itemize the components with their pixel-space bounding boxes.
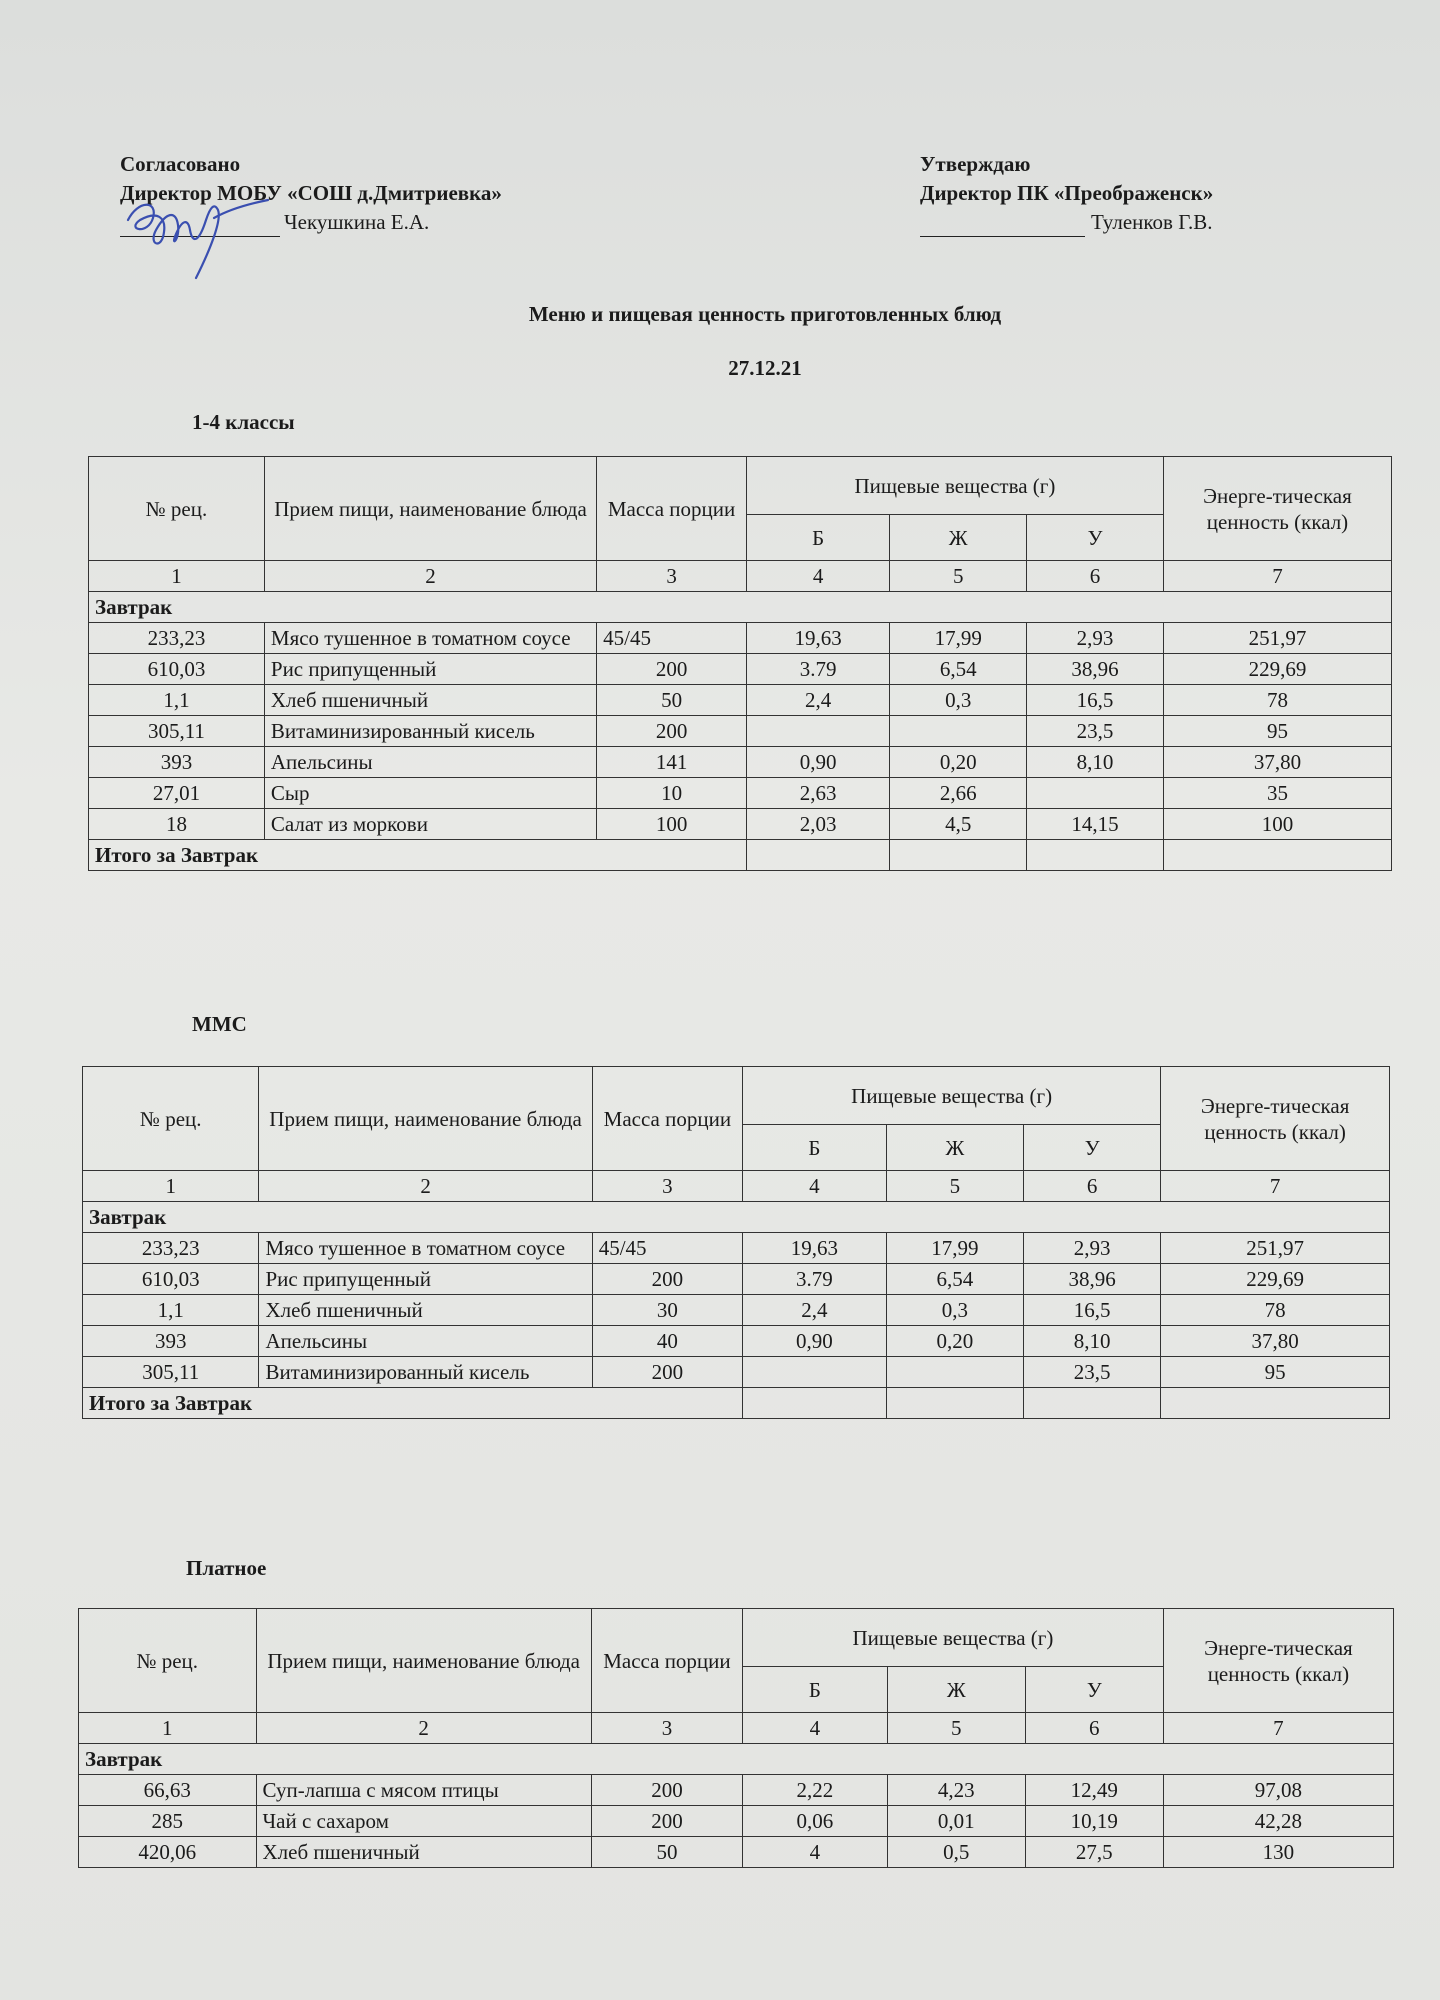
energy-value: 37,80 <box>1163 747 1391 778</box>
dish-name: Сыр <box>264 778 596 809</box>
header-carbs: У <box>1027 515 1164 561</box>
agreed-position: Директор МОБУ «СОШ д.Дмитриевка» <box>120 181 502 205</box>
fat-value: 4,5 <box>890 809 1027 840</box>
portion-mass: 200 <box>592 1357 742 1388</box>
energy-value: 42,28 <box>1163 1806 1393 1837</box>
dish-name: Апельсины <box>264 747 596 778</box>
fat-value: 0,01 <box>887 1806 1025 1837</box>
approved-name: Туленков Г.В. <box>1091 210 1213 234</box>
table-row <box>79 1775 1394 1806</box>
carbs-value <box>1027 778 1164 809</box>
meal-label: Завтрак <box>83 1202 1390 1233</box>
meal-group-row <box>79 1744 1394 1775</box>
meal-group-row <box>89 592 1392 623</box>
carbs-value: 2,93 <box>1027 623 1164 654</box>
table-row <box>89 716 1392 747</box>
column-index: 7 <box>1163 1713 1393 1744</box>
header-nutrients: Пищевые вещества (г) <box>743 1067 1161 1125</box>
recipe-number: 393 <box>83 1326 259 1357</box>
energy-value: 78 <box>1163 685 1391 716</box>
total-row <box>83 1388 1390 1419</box>
column-index: 2 <box>256 1713 591 1744</box>
portion-mass: 45/45 <box>597 623 747 654</box>
energy-value: 251,97 <box>1163 623 1391 654</box>
header-mass: Масса порции <box>592 1067 742 1171</box>
energy-value: 78 <box>1161 1295 1390 1326</box>
total-label: Итого за Завтрак <box>83 1388 743 1419</box>
carbs-value: 12,49 <box>1025 1775 1163 1806</box>
recipe-number: 420,06 <box>79 1837 257 1868</box>
dish-name: Мясо тушенное в томатном соусе <box>259 1233 592 1264</box>
table-row <box>83 1264 1390 1295</box>
column-index: 5 <box>887 1713 1025 1744</box>
dish-name: Витаминизированный кисель <box>264 716 596 747</box>
protein-value: 2,4 <box>743 1295 887 1326</box>
energy-value: 97,08 <box>1163 1775 1393 1806</box>
table-row <box>89 809 1392 840</box>
fat-value: 6,54 <box>890 654 1027 685</box>
carbs-value: 23,5 <box>1027 716 1164 747</box>
portion-mass: 40 <box>592 1326 742 1357</box>
header-energy: Энерге-тическая ценность (ккал) <box>1161 1067 1390 1171</box>
header-nutrients: Пищевые вещества (г) <box>746 457 1163 515</box>
column-index: 6 <box>1024 1171 1161 1202</box>
column-index: 4 <box>746 561 889 592</box>
protein-value: 0,06 <box>743 1806 888 1837</box>
column-index: 2 <box>264 561 596 592</box>
recipe-number: 1,1 <box>83 1295 259 1326</box>
table-index-row <box>89 561 1392 592</box>
energy-value: 37,80 <box>1161 1326 1390 1357</box>
meal-group-row <box>83 1202 1390 1233</box>
fat-value: 2,66 <box>890 778 1027 809</box>
header-protein: Б <box>746 515 889 561</box>
column-index: 1 <box>83 1171 259 1202</box>
header-fat: Ж <box>890 515 1027 561</box>
signature-icon <box>118 190 278 285</box>
header-protein: Б <box>743 1125 887 1171</box>
signature-line <box>920 216 1085 237</box>
fat-value: 17,99 <box>886 1233 1023 1264</box>
document-title: Меню и пищевая ценность приготовленных блюд <box>528 302 1002 326</box>
table-row <box>83 1295 1390 1326</box>
table-index-row <box>79 1713 1394 1744</box>
carbs-value: 2,93 <box>1024 1233 1161 1264</box>
table-row <box>79 1837 1394 1868</box>
recipe-number: 285 <box>79 1806 257 1837</box>
agreed-name: Чекушкина Е.А. <box>284 210 430 234</box>
protein-value <box>743 1357 887 1388</box>
approved-title: Утверждаю <box>920 152 1031 176</box>
table-row <box>83 1357 1390 1388</box>
header-carbs: У <box>1025 1667 1163 1713</box>
approved-block <box>920 150 1213 237</box>
header-protein: Б <box>743 1667 888 1713</box>
section-title: ММС <box>192 1012 247 1036</box>
column-index: 2 <box>259 1171 592 1202</box>
carbs-value: 8,10 <box>1027 747 1164 778</box>
protein-value: 19,63 <box>746 623 889 654</box>
column-index: 4 <box>743 1171 887 1202</box>
table-header-row <box>89 457 1392 515</box>
section-title: Платное <box>186 1556 267 1580</box>
table-row <box>89 654 1392 685</box>
total-cell <box>1161 1388 1390 1419</box>
header-num: № рец. <box>79 1609 257 1713</box>
protein-value: 3.79 <box>746 654 889 685</box>
header-carbs: У <box>1024 1125 1161 1171</box>
total-cell <box>746 840 889 871</box>
protein-value: 0,90 <box>743 1326 887 1357</box>
table-row <box>89 747 1392 778</box>
energy-value: 95 <box>1163 716 1391 747</box>
dish-name: Чай с сахаром <box>256 1806 591 1837</box>
header-mass: Масса порции <box>597 457 747 561</box>
column-index: 7 <box>1163 561 1391 592</box>
carbs-value: 10,19 <box>1025 1806 1163 1837</box>
carbs-value: 38,96 <box>1024 1264 1161 1295</box>
fat-value: 6,54 <box>886 1264 1023 1295</box>
protein-value: 2,4 <box>746 685 889 716</box>
recipe-number: 305,11 <box>83 1357 259 1388</box>
carbs-value: 27,5 <box>1025 1837 1163 1868</box>
header-name: Прием пищи, наименование блюда <box>264 457 596 561</box>
protein-value: 0,90 <box>746 747 889 778</box>
fat-value: 17,99 <box>890 623 1027 654</box>
document-date: 27.12.21 <box>728 356 802 380</box>
recipe-number: 610,03 <box>83 1264 259 1295</box>
recipe-number: 305,11 <box>89 716 265 747</box>
header-name: Прием пищи, наименование блюда <box>256 1609 591 1713</box>
column-index: 3 <box>597 561 747 592</box>
table-row <box>79 1806 1394 1837</box>
recipe-number: 66,63 <box>79 1775 257 1806</box>
header-name: Прием пищи, наименование блюда <box>259 1067 592 1171</box>
portion-mass: 200 <box>597 654 747 685</box>
header-energy: Энерге-тическая ценность (ккал) <box>1163 457 1391 561</box>
portion-mass: 100 <box>597 809 747 840</box>
fat-value: 0,20 <box>890 747 1027 778</box>
column-index: 5 <box>890 561 1027 592</box>
carbs-value: 38,96 <box>1027 654 1164 685</box>
total-cell <box>886 1388 1023 1419</box>
header-fat: Ж <box>887 1667 1025 1713</box>
column-index: 3 <box>592 1171 742 1202</box>
dish-name: Апельсины <box>259 1326 592 1357</box>
table-row <box>89 778 1392 809</box>
header-fat: Ж <box>886 1125 1023 1171</box>
protein-value <box>746 716 889 747</box>
protein-value: 2,22 <box>743 1775 888 1806</box>
protein-value: 2,03 <box>746 809 889 840</box>
fat-value: 0,3 <box>886 1295 1023 1326</box>
recipe-number: 393 <box>89 747 265 778</box>
carbs-value: 23,5 <box>1024 1357 1161 1388</box>
energy-value: 229,69 <box>1161 1264 1390 1295</box>
table-row <box>83 1233 1390 1264</box>
table-row <box>89 685 1392 716</box>
recipe-number: 233,23 <box>83 1233 259 1264</box>
total-row <box>89 840 1392 871</box>
menu-table <box>88 456 1392 871</box>
column-index: 5 <box>886 1171 1023 1202</box>
menu-table <box>82 1066 1390 1419</box>
header-num: № рец. <box>83 1067 259 1171</box>
dish-name: Хлеб пшеничный <box>264 685 596 716</box>
total-cell <box>1027 840 1164 871</box>
header-nutrients: Пищевые вещества (г) <box>743 1609 1164 1667</box>
fat-value: 4,23 <box>887 1775 1025 1806</box>
agreed-title: Согласовано <box>120 152 241 176</box>
fat-value: 0,3 <box>890 685 1027 716</box>
dish-name: Суп-лапша с мясом птицы <box>256 1775 591 1806</box>
carbs-value: 8,10 <box>1024 1326 1161 1357</box>
menu-table <box>78 1608 1394 1868</box>
protein-value: 4 <box>743 1837 888 1868</box>
portion-mass: 50 <box>597 685 747 716</box>
column-index: 1 <box>89 561 265 592</box>
recipe-number: 233,23 <box>89 623 265 654</box>
table-row <box>83 1326 1390 1357</box>
fat-value <box>886 1357 1023 1388</box>
column-index: 1 <box>79 1713 257 1744</box>
fat-value: 0,20 <box>886 1326 1023 1357</box>
dish-name: Хлеб пшеничный <box>256 1837 591 1868</box>
fat-value: 0,5 <box>887 1837 1025 1868</box>
carbs-value: 16,5 <box>1024 1295 1161 1326</box>
energy-value: 100 <box>1163 809 1391 840</box>
dish-name: Мясо тушенное в томатном соусе <box>264 623 596 654</box>
meal-label: Завтрак <box>79 1744 1394 1775</box>
table-header-row <box>83 1067 1390 1125</box>
portion-mass: 30 <box>592 1295 742 1326</box>
energy-value: 95 <box>1161 1357 1390 1388</box>
portion-mass: 45/45 <box>592 1233 742 1264</box>
protein-value: 2,63 <box>746 778 889 809</box>
portion-mass: 50 <box>591 1837 742 1868</box>
fat-value <box>890 716 1027 747</box>
approved-position: Директор ПК «Преображенск» <box>920 181 1214 205</box>
dish-name: Рис припущенный <box>259 1264 592 1295</box>
carbs-value: 14,15 <box>1027 809 1164 840</box>
total-cell <box>743 1388 887 1419</box>
column-index: 7 <box>1161 1171 1390 1202</box>
column-index: 3 <box>591 1713 742 1744</box>
portion-mass: 141 <box>597 747 747 778</box>
recipe-number: 610,03 <box>89 654 265 685</box>
total-cell <box>1163 840 1391 871</box>
header-mass: Масса порции <box>591 1609 742 1713</box>
portion-mass: 200 <box>592 1264 742 1295</box>
protein-value: 3.79 <box>743 1264 887 1295</box>
section-title: 1-4 классы <box>192 410 295 434</box>
recipe-number: 18 <box>89 809 265 840</box>
portion-mass: 10 <box>597 778 747 809</box>
energy-value: 229,69 <box>1163 654 1391 685</box>
dish-name: Хлеб пшеничный <box>259 1295 592 1326</box>
header-energy: Энерге-тическая ценность (ккал) <box>1163 1609 1393 1713</box>
dish-name: Витаминизированный кисель <box>259 1357 592 1388</box>
energy-value: 130 <box>1163 1837 1393 1868</box>
recipe-number: 27,01 <box>89 778 265 809</box>
energy-value: 35 <box>1163 778 1391 809</box>
column-index: 6 <box>1025 1713 1163 1744</box>
column-index: 6 <box>1027 561 1164 592</box>
total-cell <box>1024 1388 1161 1419</box>
table-header-row <box>79 1609 1394 1667</box>
header-num: № рец. <box>89 457 265 561</box>
portion-mass: 200 <box>591 1775 742 1806</box>
column-index: 4 <box>743 1713 888 1744</box>
recipe-number: 1,1 <box>89 685 265 716</box>
dish-name: Рис припущенный <box>264 654 596 685</box>
meal-label: Завтрак <box>89 592 1392 623</box>
portion-mass: 200 <box>597 716 747 747</box>
total-label: Итого за Завтрак <box>89 840 747 871</box>
energy-value: 251,97 <box>1161 1233 1390 1264</box>
protein-value: 19,63 <box>743 1233 887 1264</box>
carbs-value: 16,5 <box>1027 685 1164 716</box>
dish-name: Салат из моркови <box>264 809 596 840</box>
table-index-row <box>83 1171 1390 1202</box>
table-row <box>89 623 1392 654</box>
portion-mass: 200 <box>591 1806 742 1837</box>
total-cell <box>890 840 1027 871</box>
